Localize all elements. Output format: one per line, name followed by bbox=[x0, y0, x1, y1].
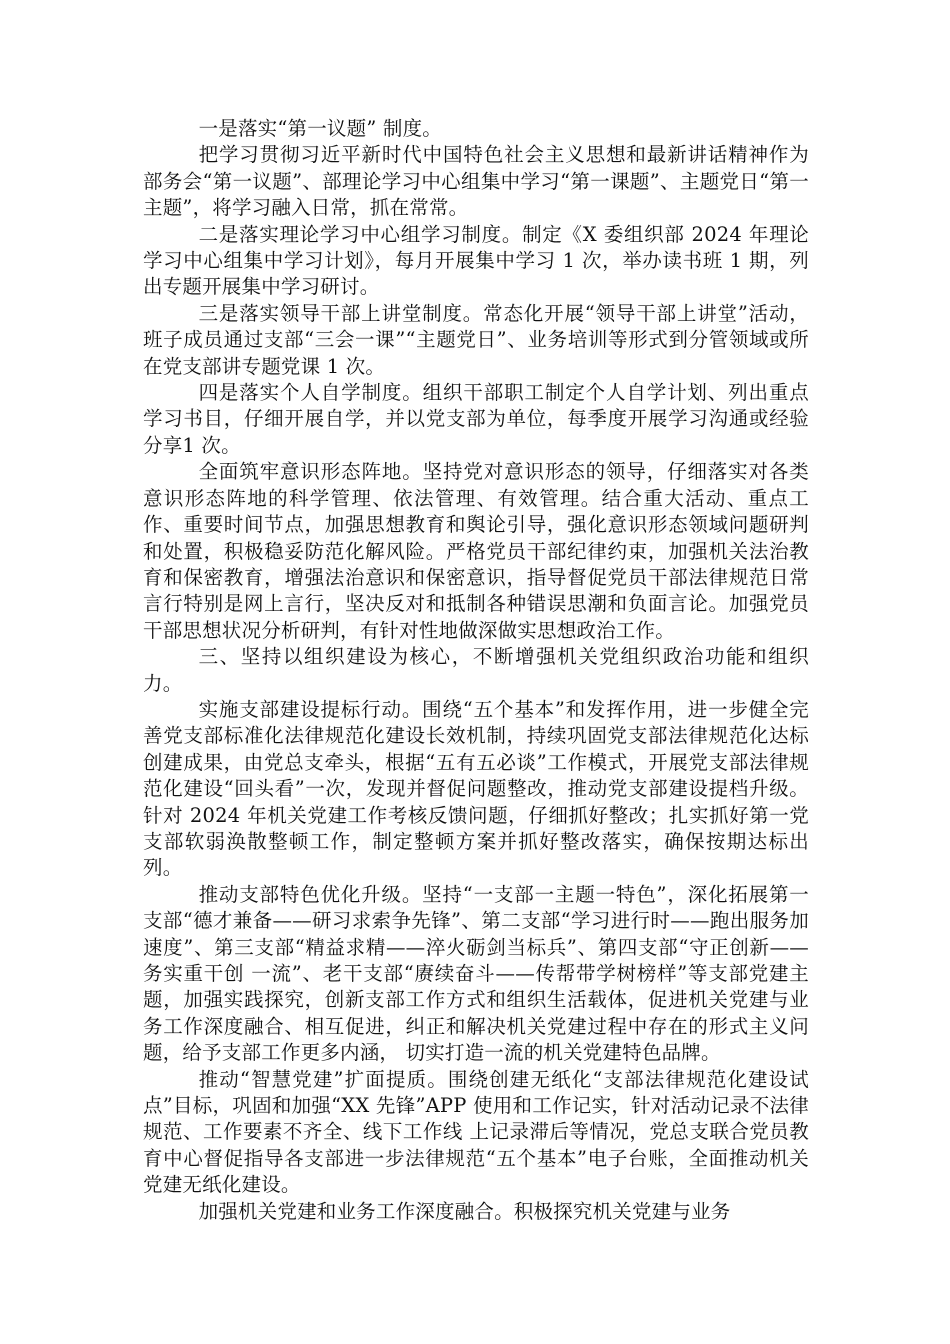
paragraph: 四是落实个人自学制度。组织干部职工制定个人自学计划、列出重点学习书目，仔细开展自学，并以党支部为单位，每季度开展学习沟通或经验分享1 次。 bbox=[143, 381, 809, 457]
paragraph: 三是落实领导干部上讲堂制度。常态化开展“领导干部上讲堂”活动，班子成员通过支部“三会一课”“主题党日”、业务培训等形式到分管领域或所在党支部讲专题党课 1 次。 bbox=[143, 301, 809, 378]
paragraph: 推动支部特色优化升级。坚持“一支部一主题一特色”，深化拓展第一支部“德才兼备——研习求索争先锋”、第二支部“学习进行时——跑出服务加速度”、第三支部“精益求精——淬火砺剑当标兵”、第四支部“守正创新——务实重干创 一流”、老干支部“赓续奋斗——传帮带学树榜样”等支部党建主题，加强实践探究，创新支部工作方式和组织生活载体，促进机关党建与业务工作深度融合、相互促进，纠正和解决机关党建过程中存在的形式主义问题，给予支部工作更多内涵， 切实打造一流的机关党建特色品牌。 bbox=[143, 882, 809, 1065]
section-heading: 三、坚持以组织建设为核心，不断增强机关党组织政治功能和组织力。 bbox=[143, 645, 809, 695]
paragraph: 全面筑牢意识形态阵地。坚持党对意识形态的领导，仔细落实对各类意识形态阵地的科学管理、依法管理、有效管理。结合重大活动、重点工作、重要时间节点，加强思想教育和舆论引导，强化意识形态领域问题研判和处置，积极稳妥防范化解风险。严格党员干部纪律约束，加强机关法治教育和保密教育，增强法治意识和保密意识，指导督促党员干部法律规范日常言行特别是网上言行，坚决反对和抵制各种错误思潮和负面言论。加强党员干部思想状况分析研判，有针对性地做深做实思想政治工作。 bbox=[143, 460, 809, 642]
paragraph: 一是落实“第一议题” 制度。 bbox=[198, 117, 442, 140]
paragraph: 加强机关党建和业务工作深度融合。积极探究机关党建与业务 bbox=[198, 1199, 731, 1223]
document-body bbox=[143, 116, 809, 1225]
paragraph: 实施支部建设提标行动。围绕“五个基本”和发挥作用，进一步健全完善党支部标准化法律规范化建设长效机制，持续巩固党支部法律规范化达标创建成果，由党总支牵头，根据“五有五必谈”工作模式，开展党支部法律规范化建设“回头看”一次，发现并督促问题整改，推动党支部建设提档升级。针对 2024 年机关党建工作考核反馈问题，仔细抓好整改；扎实抓好第一党支部软弱涣散整顿工作，制定整顿方案并抓好整改落实，确保按期达标出列。 bbox=[143, 697, 809, 880]
paragraph: 推动“智慧党建”扩面提质。围绕创建无纸化“支部法律规范化建设试点”目标，巩固和加强“XX 先锋”APP 使用和工作记实，针对活动记录不法律规范、工作要素不齐全、线下工作线 上记录滞后等情况，党总支联合党员教育中心督促指导各支部进一步法律规范“五个基本”电子台账，全面推动机关党建无纸化建设。 bbox=[143, 1067, 809, 1197]
paragraph: 把学习贯彻习近平新时代中国特色社会主义思想和最新讲话精神作为部务会“第一议题”、部理论学习中心组集中学习“第一课题”、主题党日“第一主题”，将学习融入日常，抓在常常。 bbox=[143, 143, 809, 220]
paragraph: 二是落实理论学习中心组学习制度。制定《X 委组织部 2024 年理论学习中心组集中学习计划》，每月开展集中学习 1 次，举办读书班 1 期，列出专题开展集中学习研讨。 bbox=[143, 222, 809, 299]
